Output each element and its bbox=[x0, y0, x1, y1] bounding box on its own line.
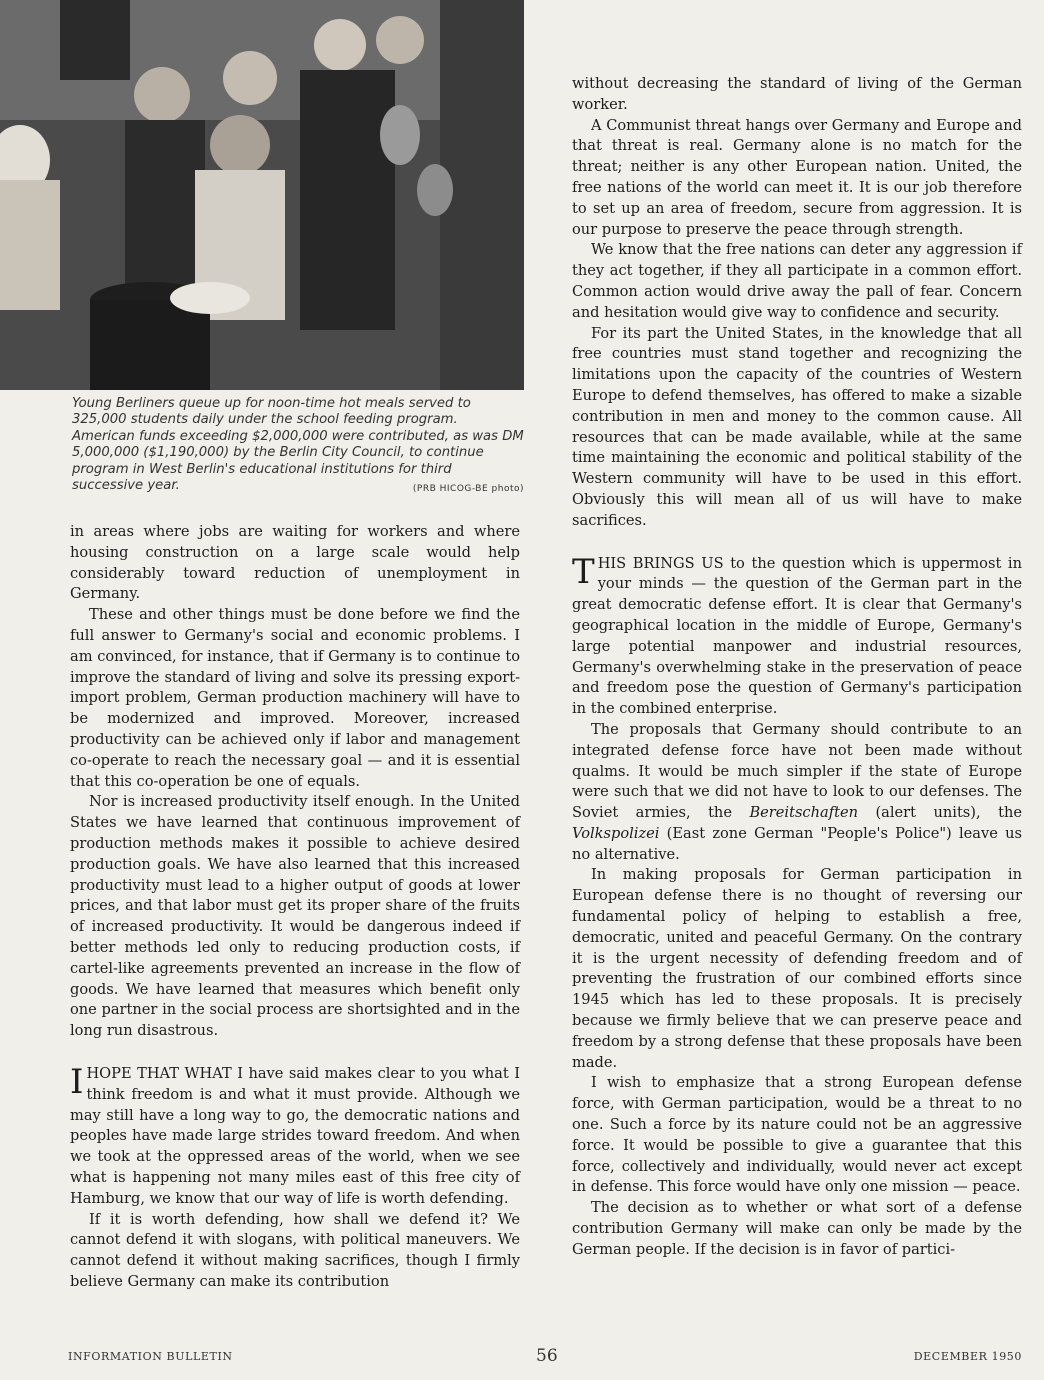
paragraph bbox=[70, 1061, 520, 1210]
caption-text: Young Berliners queue up for noon-time hot meals served to 325,000 students daily under the school feeding program. American funds exceeding $2,000,000 were contributed, as was DM 5,000,000 ($1,190,000) by the Berlin City Council, to continue program in West Berlin's educational institutions for third successive year. bbox=[72, 396, 524, 494]
paragraph: If it is worth defending, how shall we defend it? We cannot defend it with slogans, with political maneuvers. We cannot defend it without making sacrifices, though I firmly believe Germany can make its contribution bbox=[70, 1210, 520, 1290]
paragraph: These and other things must be done before we find the full answer to Germany's social and economic problems. I am convinced, for instance, that if Germany is to continue to improve the standard of living and solve its pressing export-import problem, German production machinery will have to be modernized and improved. Moreover, increased productivity can be achieved only if labor and management co-operate to reach the necessary goal — and it is essential that this co-operation be one of equals. bbox=[70, 606, 520, 790]
paragraph: Nor is increased productivity itself enough. In the United States we have learned that continuous improvement of production methods makes it possible to achieve desired production goals. We have also learned that this increased productivity must lead to a higher output of goods at lower prices, and that labor must get its proper share of the fruits of increased productivity. It would be dangerous indeed if better methods led only to reducing production costs, if cartel-like agreements prevented an increase in the flow of goods. We have learned that measures which benefit only one partner in the social process are shortsighted and in the long run disastrous. bbox=[70, 793, 520, 1040]
left-column bbox=[70, 522, 520, 1293]
paragraph: A Communist threat hangs over Germany and Europe and that threat is real. Germany alone is no match for the threat; neither is any other European nation. United, the free nations of the world can meet it. It is our job therefore to set up an area of freedom, secure from aggression. It is our purpose to preserve the peace through strength. bbox=[572, 116, 1022, 238]
text-run: (alert units), the bbox=[858, 804, 1022, 822]
footer-publication: INFORMATION BULLETIN bbox=[68, 1350, 233, 1363]
paragraph: in areas where jobs are waiting for workers and where housing construction on a large scale would help considerably toward reduction of unemployment in Germany. bbox=[70, 523, 520, 603]
photo-children-queue bbox=[0, 0, 524, 390]
section-opening-text: HIS BRINGS US to the question which is uppermost in your minds — the question of the German part in the great democratic defense effort. It is clear that Germany's geographical location in the middle of Europe, Germany's large potential manpower and industrial resources, Germany's overwhelming stake in the preservation of peace and freedom pose the question of Germany's participation in the combined enterprise. bbox=[572, 554, 1022, 718]
text-run: The proposals that Germany should contribute to an integrated defense force have not been made without qualms. It would be much simpler if the state of Europe were such that we did not have to look to our defenses. The Soviet armies, the bbox=[572, 720, 1022, 822]
paragraph: We know that the free nations can deter any aggression if they act together, if they all participate in a common effort. Common action would drive away the pall of fear. Concern and hesitation would give way to confidence and security. bbox=[572, 241, 1022, 321]
footer-date: DECEMBER 1950 bbox=[913, 1350, 1022, 1363]
section-opening-text: HOPE THAT WHAT I have said makes clear to you what I think freedom is and what it must provide. Although we may still have a long way to go, the democratic nations and peoples have made large strides toward freedom. And when we took at the oppressed areas of the world, when we see what is happening not many miles east of this free city of Hamburg, we know that our way of life is worth defending. bbox=[70, 1064, 520, 1207]
photo-image bbox=[0, 0, 524, 390]
photo-credit: (PRB HICOG-BE photo) bbox=[412, 484, 524, 495]
text-run: (East zone German "People's Police") leave us no alternative. bbox=[572, 824, 1022, 863]
paragraph: The decision as to whether or what sort of a defense contribution Germany will make can only be made by the German people. If the decision is in favor of partici- bbox=[572, 1199, 1022, 1258]
section-german-defense bbox=[572, 551, 1022, 1261]
section-freedom bbox=[70, 1061, 520, 1293]
drop-cap: I bbox=[70, 1061, 84, 1102]
italic-term: Bereitschaften bbox=[749, 804, 859, 822]
drop-cap: T bbox=[572, 551, 595, 592]
paragraph: without decreasing the standard of living of the German worker. bbox=[572, 75, 1022, 113]
paragraph: I wish to emphasize that a strong European defense force, with German participation, would be a threat to no one. Such a force by its nature could not be an aggressive force. It would be possible to give a guarantee that this force, collectively and individually, would never act except in defense. This force would have only one mission — peace. bbox=[572, 1074, 1022, 1196]
italic-term: Volkspolizei bbox=[572, 824, 660, 842]
paragraph: In making proposals for German participation in European defense there is no thought of reversing our fundamental policy of helping to establish a free, democratic, united and peaceful Germany. On the contrary it is the urgent necessity of defending freedom and of preventing the frustration of our combined efforts since 1945 which has led to these proposals. It is precisely because we firmly believe that we can preserve peace and freedom by a strong defense that these proposals have been made. bbox=[572, 866, 1022, 1071]
paragraph bbox=[572, 720, 1022, 866]
photo-caption bbox=[72, 396, 524, 497]
paragraph: For its part the United States, in the knowledge that all free countries must stand together and recognizing the limitations upon the capacity of the countries of Western Europe to defend themselves, has offered to make a sizable contribution in men and money to the common cause. All resources that can be made available, while at the same time maintaining the economic and political stability of the Western community will have to be used in this effort. Obviously this will mean all of us will have to make sacrifices. bbox=[572, 324, 1022, 529]
page-number: 56 bbox=[536, 1346, 558, 1366]
paragraph bbox=[572, 551, 1022, 720]
right-column bbox=[572, 74, 1022, 1261]
